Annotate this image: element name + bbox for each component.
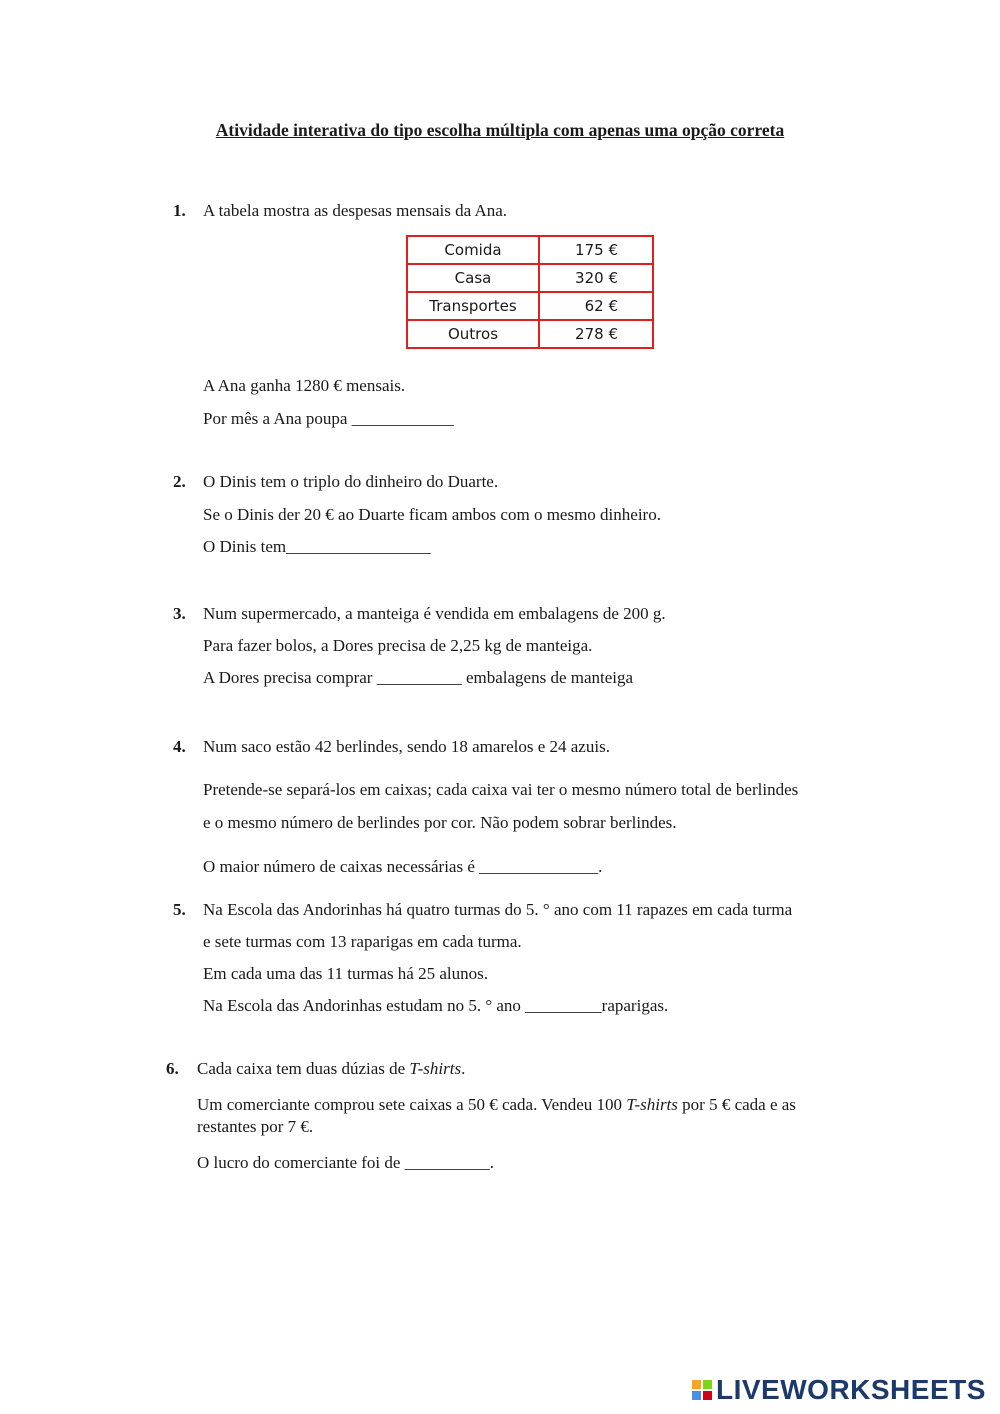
logo-square	[703, 1380, 712, 1389]
answer-line[interactable]: O lucro do comerciante foi de __________.	[197, 1153, 494, 1172]
question-text: A tabela mostra as despesas mensais da Ana.	[203, 201, 508, 220]
question-text: Na Escola das Andorinhas há quatro turmas do 5. ° ano com 11 rapazes em cada turma	[203, 900, 793, 919]
question-text: Pretende-se separá-los em caixas; cada caixa vai ter o mesmo número total de berlindes	[203, 780, 799, 799]
text-segment: .	[461, 1059, 466, 1078]
answer-line[interactable]: Na Escola das Andorinhas estudam no 5. ° ano _________raparigas.	[203, 996, 669, 1015]
question-text	[197, 1059, 465, 1079]
page-title: Atividade interativa do tipo escolha múltipla com apenas uma opção correta	[215, 120, 785, 140]
answer-line[interactable]: A Dores precisa comprar __________ embalagens de manteiga	[203, 668, 634, 687]
question-text: Em cada uma das 11 turmas há 25 alunos.	[203, 964, 488, 983]
question-text: Num saco estão 42 berlindes, sendo 18 amarelos e 24 azuis.	[203, 737, 610, 756]
logo-text: LIVEWORKSHEETS	[716, 1374, 986, 1405]
logo-square	[692, 1391, 701, 1400]
question-text: Para fazer bolos, a Dores precisa de 2,25 kg de manteiga.	[203, 636, 593, 655]
question-number: 1.	[173, 201, 186, 220]
table-cell-value: 62 €	[539, 292, 653, 320]
question-number: 3.	[173, 604, 186, 623]
table-cell-category: Outros	[407, 320, 539, 348]
question-text: e o mesmo número de berlindes por cor. Não podem sobrar berlindes.	[203, 813, 677, 832]
answer-line[interactable]: Por mês a Ana poupa ____________	[203, 409, 454, 428]
table-cell-value: 175 €	[539, 236, 653, 264]
question-number: 5.	[173, 900, 186, 919]
question-number: 2.	[173, 472, 186, 491]
question-text: restantes por 7 €.	[197, 1117, 314, 1136]
expenses-table	[406, 235, 654, 349]
question-number: 6.	[166, 1059, 179, 1078]
table-row	[407, 236, 653, 264]
question-text	[197, 1095, 796, 1115]
table-cell-value: 278 €	[539, 320, 653, 348]
italic-term: T-shirts	[626, 1095, 678, 1114]
text-segment: Um comerciante comprou sete caixas a 50 € cada. Vendeu 100	[197, 1095, 627, 1114]
question-text: Num supermercado, a manteiga é vendida em embalagens de 200 g.	[203, 604, 666, 623]
table-cell-category: Transportes	[407, 292, 539, 320]
question-text: e sete turmas com 13 raparigas em cada turma.	[203, 932, 522, 951]
question-text: O Dinis tem o triplo do dinheiro do Duarte.	[203, 472, 499, 491]
liveworksheets-logo	[692, 1375, 986, 1405]
text-segment: Cada caixa tem duas dúzias de	[197, 1059, 410, 1078]
table-row	[407, 264, 653, 292]
table-cell-category: Comida	[407, 236, 539, 264]
table-cell-category: Casa	[407, 264, 539, 292]
logo-square	[692, 1380, 701, 1389]
answer-line[interactable]: O maior número de caixas necessárias é ______________.	[203, 857, 603, 876]
table-cell-value: 320 €	[539, 264, 653, 292]
logo-square	[703, 1391, 712, 1400]
question-number: 4.	[173, 737, 186, 756]
italic-term: T-shirts	[409, 1059, 462, 1078]
table-row	[407, 320, 653, 348]
text-segment: por 5 € cada e as	[677, 1095, 796, 1114]
table-row	[407, 292, 653, 320]
question-text: A Ana ganha 1280 € mensais.	[203, 376, 406, 395]
logo-mark-icon	[692, 1380, 712, 1400]
question-text: Se o Dinis der 20 € ao Duarte ficam ambos com o mesmo dinheiro.	[203, 505, 661, 524]
answer-line[interactable]: O Dinis tem_________________	[203, 537, 431, 556]
